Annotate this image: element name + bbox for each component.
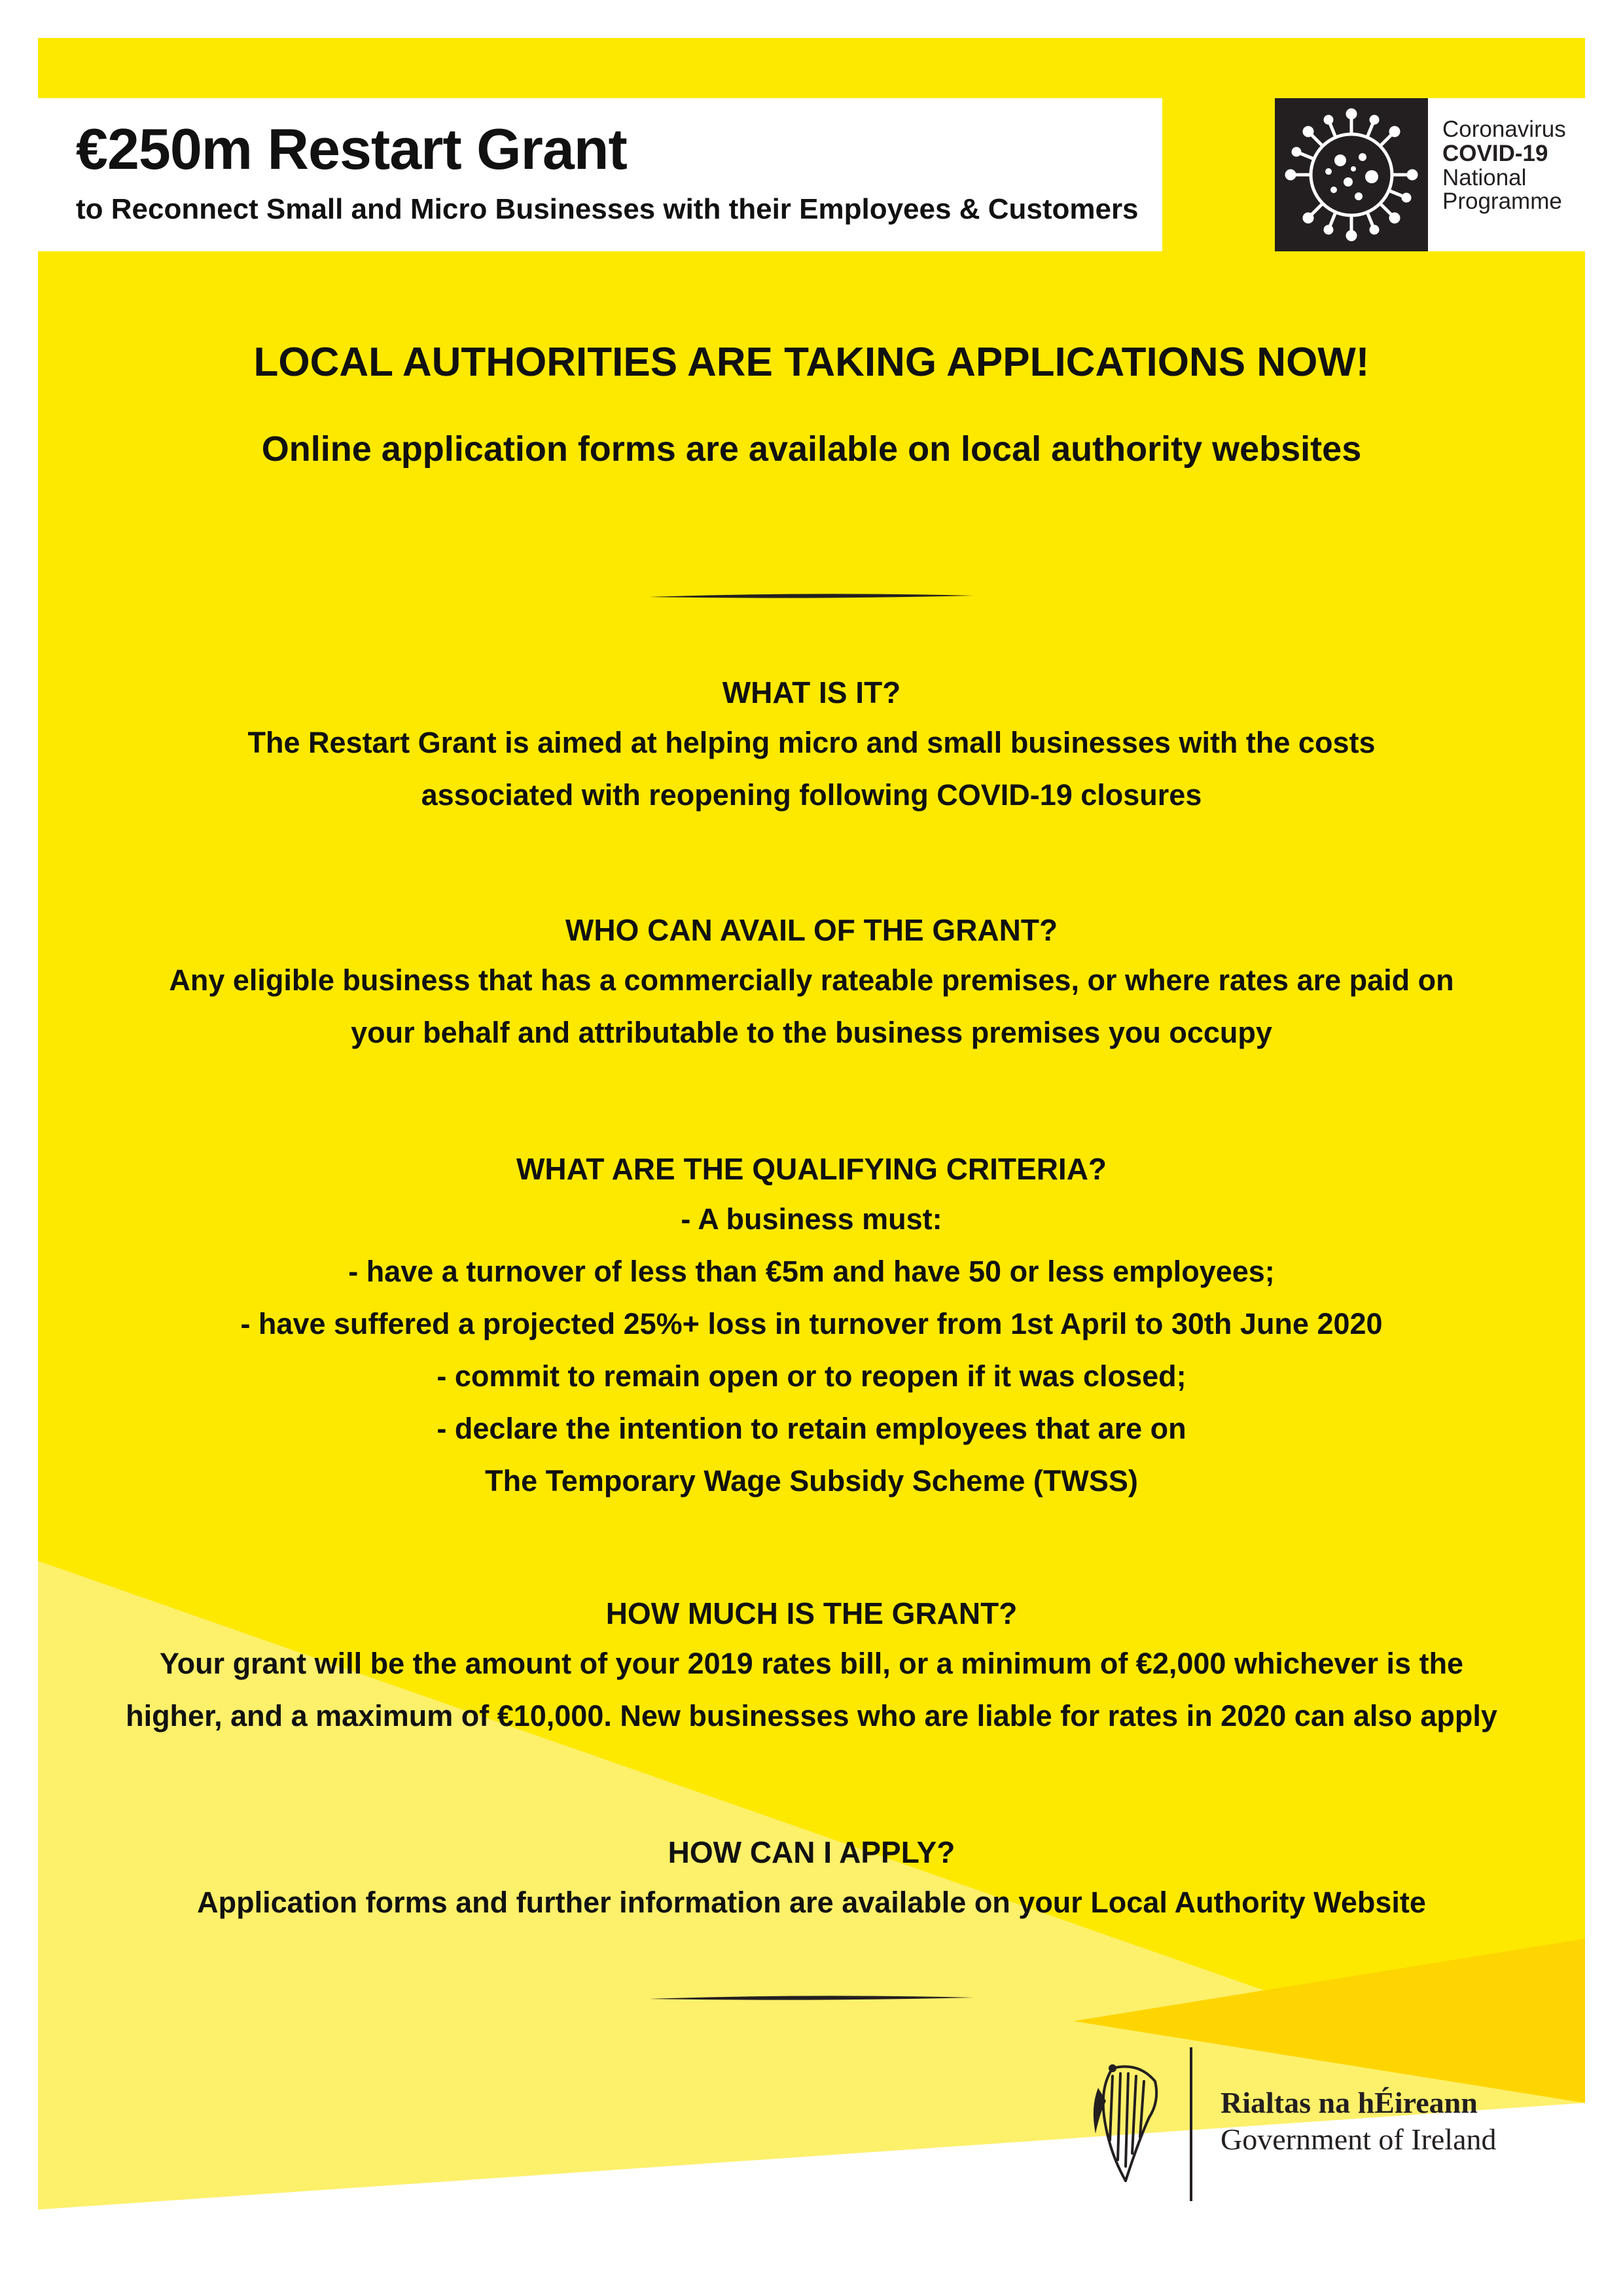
section-line: Application forms and further information are available on your Local Authority Website	[197, 1886, 1426, 1919]
gov-name-irish: Rialtas na hÉireann	[1221, 2086, 1478, 2119]
section-line: - A business must:	[681, 1202, 942, 1236]
divider-top	[648, 592, 975, 601]
page-title: €250m Restart Grant	[76, 117, 627, 181]
divider-bottom	[648, 1994, 975, 2003]
header-banner	[38, 98, 1162, 251]
section-line: Any eligible business that has a commercially rateable premises, or where rates are paid on	[169, 963, 1454, 997]
section-line: - have suffered a projected 25%+ loss in turnover from 1st April to 30th June 2020	[240, 1307, 1383, 1340]
section-line: The Restart Grant is aimed at helping micro and small businesses with the costs	[247, 726, 1376, 759]
badge-line-national: National	[1442, 164, 1527, 190]
harp-icon	[1086, 2062, 1165, 2186]
coronavirus-icon	[1275, 98, 1428, 251]
section-line: - commit to remain open or to reopen if it was closed;	[437, 1359, 1186, 1393]
section-how-much	[0, 1598, 1623, 1742]
section-line: - have a turnover of less than €5m and have 50 or less employees;	[348, 1255, 1275, 1288]
gov-name-english: Government of Ireland	[1221, 2123, 1497, 2156]
government-of-ireland-logo	[1221, 2085, 1497, 2158]
covid-programme-badge	[1275, 98, 1585, 251]
section-line: The Temporary Wage Subsidy Scheme (TWSS)	[485, 1464, 1138, 1498]
section-body	[0, 1638, 1623, 1742]
section-line: your behalf and attributable to the business premises you occupy	[351, 1016, 1272, 1049]
section-title: HOW MUCH IS THE GRANT?	[605, 1596, 1018, 1630]
section-who-can-avail	[0, 915, 1623, 1059]
section-line: associated with reopening following COVID-19 closures	[421, 778, 1202, 812]
badge-text	[1442, 118, 1566, 214]
subheadline: Online application forms are available on local authority websites	[261, 429, 1362, 469]
page-subtitle: to Reconnect Small and Micro Businesses with their Employees & Customers	[76, 193, 1139, 225]
section-title: WHO CAN AVAIL OF THE GRANT?	[565, 913, 1058, 947]
section-qualifying-criteria	[0, 1154, 1623, 1507]
section-body	[0, 954, 1623, 1059]
section-line: higher, and a maximum of €10,000. New businesses who are liable for rates in 2020 can also apply	[126, 1699, 1497, 1732]
badge-line-programme: Programme	[1442, 188, 1562, 215]
section-title: HOW CAN I APPLY?	[668, 1835, 955, 1869]
section-line: - declare the intention to retain employees that are on	[437, 1412, 1186, 1445]
section-body	[0, 1876, 1623, 1929]
section-body	[0, 1193, 1623, 1507]
section-title: WHAT IS IT?	[722, 675, 901, 709]
headline: LOCAL AUTHORITIES ARE TAKING APPLICATIONS NOW!	[253, 340, 1370, 385]
badge-line-coronavirus: Coronavirus	[1442, 117, 1566, 142]
logo-separator	[1190, 2047, 1192, 2201]
section-title: WHAT ARE THE QUALIFYING CRITERIA?	[516, 1152, 1107, 1186]
section-body	[0, 717, 1623, 821]
badge-line-covid: COVID-19	[1442, 140, 1548, 166]
section-what-is-it	[0, 677, 1623, 821]
section-line: Your grant will be the amount of your 2019 rates bill, or a minimum of €2,000 whichever is the	[159, 1647, 1464, 1680]
section-how-to-apply	[0, 1837, 1623, 1929]
